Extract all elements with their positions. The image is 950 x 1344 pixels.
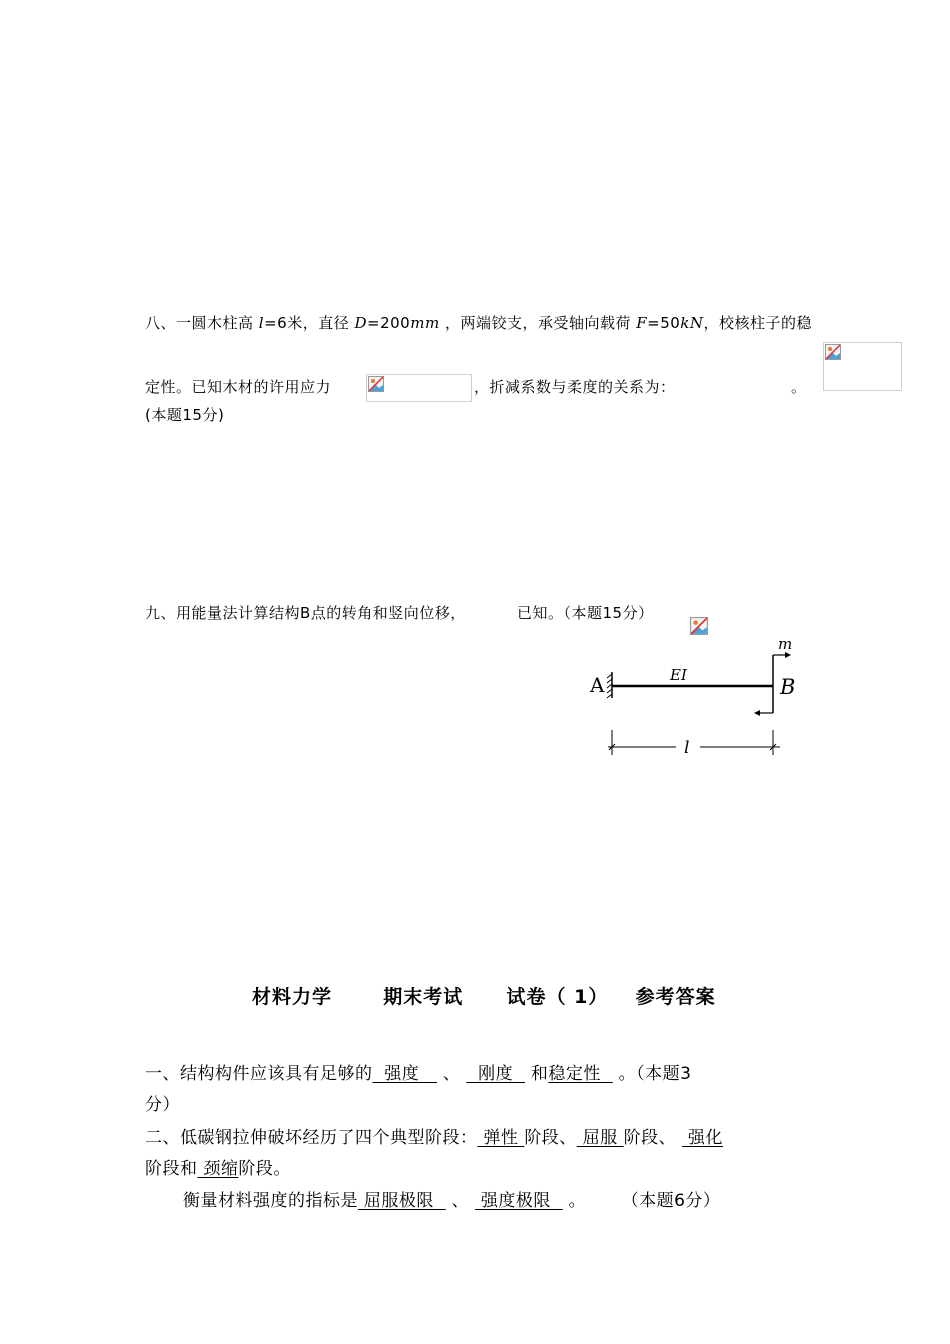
q8-line2-end: 。 — [791, 378, 807, 396]
label-EI: EI — [670, 666, 687, 684]
reduction-factor-image — [823, 342, 902, 391]
q9-line: 九、用能量法计算结构B点的转角和竖向位移， — [145, 604, 466, 622]
q8-line2: 定性。已知木材的许用应力 — [145, 378, 332, 396]
broken-image-icon — [825, 344, 841, 360]
label-m: m — [778, 635, 793, 653]
answer-3: 衡量材料强度的指标是 屈服极限 、 强度极限 。 （本题6分） — [183, 1191, 721, 1211]
answer-2-cont: 阶段和 颈缩阶段。 — [145, 1159, 291, 1179]
label-A: A — [590, 673, 605, 697]
answer-1: 一、结构构件应该具有足够的 强度 、 刚度 和稳定性 。（本题3 — [145, 1064, 692, 1084]
label-B: B — [780, 675, 796, 699]
label-l: l — [684, 738, 690, 758]
answer-2: 二、低碳钢拉伸破坏经历了四个典型阶段： 弹性 阶段、 屈服 阶段、 强化 — [145, 1128, 723, 1148]
q8-line2-mid: ，折减系数与柔度的关系为： — [474, 378, 676, 396]
q8-line1: 八、一圆木柱高 l=6米，直径 D=200mm ，两端铰支，承受轴向载荷 F=50kN，校核柱子的稳 — [145, 314, 813, 332]
answers-title: 材料力学 期末考试 试卷（ 1） 参考答案 — [252, 986, 716, 1008]
allowable-stress-image — [366, 374, 472, 402]
q9-line-end: 已知。（本题15分） — [517, 604, 654, 622]
broken-image-icon — [368, 376, 384, 392]
q8-points: (本题15分) — [145, 406, 225, 424]
answer-1-cont: 分） — [145, 1095, 180, 1115]
cantilever-beam-diagram — [580, 630, 800, 760]
